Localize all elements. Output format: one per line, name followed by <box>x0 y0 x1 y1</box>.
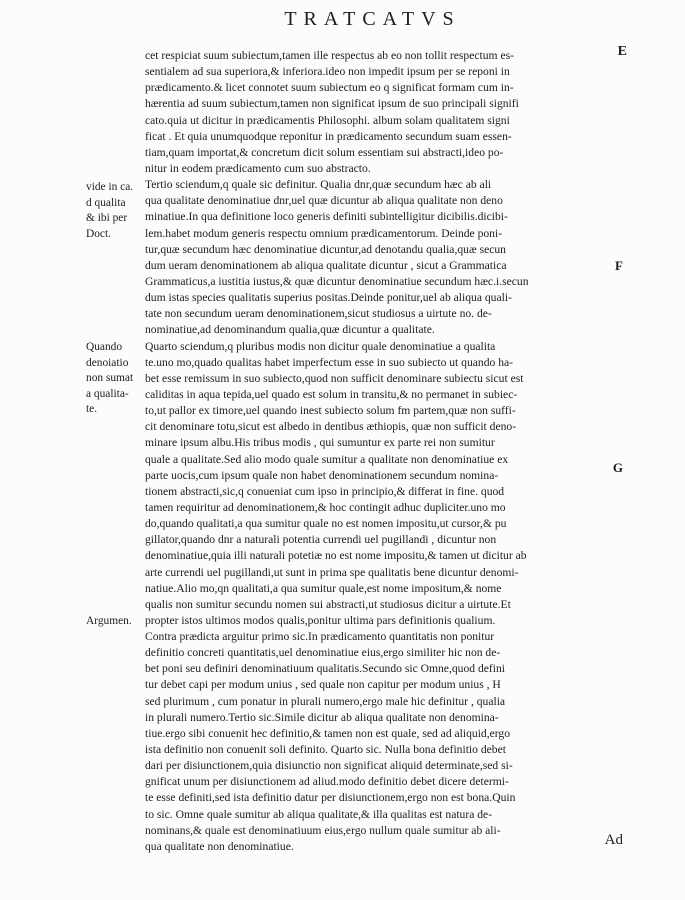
text-line: dari per disiunctionem,quia disiunctio non significat aliquid determinate,sed si- <box>145 759 513 773</box>
text-line: to,ut pallor ex timore,uel quando inest subiecto solum fm partem,quæ non suffi- <box>145 404 516 418</box>
side-letter-g: G <box>612 460 623 475</box>
margin-note-line: d qualita <box>86 196 126 209</box>
text-line: parte uocis,cum ipsum quale non habet denominationem secundum nomina- <box>145 468 499 482</box>
text-line: qualis non sumitur secundu nomen sui abstracti,ut studiosus dicitur a uirtute.Et <box>145 597 511 611</box>
text-line: Quarto sciendum,q pluribus modis non dicitur quale denominatiue a qualita <box>145 339 496 353</box>
text-line: sentialem ad sua superiora,& inferiora.ideo non impedit ipsum per se reponi in <box>145 65 510 79</box>
text-line: propter istos ultimos modos qualis,ponitur ultima pars definitionis qualium. <box>145 613 496 627</box>
text-line: quale a qualitate.Sed alio modo quale sumitur a qualitate non denominatiue ex <box>145 452 509 466</box>
page-header-title: TRATCATVS <box>284 8 461 30</box>
margin-note-line: Quando <box>86 341 123 353</box>
text-line: hærentia ad suum subiectum,tamen non significat ipsum de suo principali signifi <box>145 97 519 111</box>
text-line: dum istas species qualitatis superius positas.Deinde ponitur,uel ab aliqua quali- <box>145 291 512 305</box>
text-line: bet esse remissum in suo subiecto,quod non sufficit denominare subiectu sicut est <box>145 371 524 385</box>
text-line: Grammaticus,a iustitia iustus,& quæ dicuntur denominatiue secundum hæc.i.secun <box>145 274 529 288</box>
text-line: do,quando qualitati,a qua sumitur quale no est nomen impositu,ut cursor,& pu <box>145 517 507 531</box>
text-line: to sic. Omne quale sumitur ab aliqua qualitate,& illa qualitas est natura de- <box>145 807 493 821</box>
text-line: ista definitio non conuenit soli definito. Quarto sic. Nulla bona definitio debet <box>145 743 506 757</box>
text-line: ficat . Et quia unumquodque reponitur in prædicamento secundum suam essen- <box>145 129 512 143</box>
text-line: cit denominare totu,sicut est albedo in dentibus æthiopis, quæ non sufficit deno- <box>145 420 517 434</box>
text-line: tate non secundum ueram denominationem,sicut studiosus a uirtute no. de- <box>145 307 492 321</box>
margin-note-argumen <box>86 614 146 630</box>
text-line: arte currendi uel pugillandi,ut sunt in prima spe qualitatis bene dicuntur denomi- <box>145 565 519 579</box>
margin-note-line: Argumen. <box>86 615 132 627</box>
text-line: caliditas in aqua tepida,uel quado est solum in transitu,& no permanet in subiec- <box>145 387 518 401</box>
margin-note-line: non sumat <box>86 372 134 384</box>
text-line: dum ueram denominationem ab aliqua qualitate dicuntur , sicut a Grammatica <box>145 258 507 272</box>
text-line: nominatiue,ad denominandum qualia,quæ dicuntur a qualitate. <box>145 323 435 337</box>
text-line: minatiue.In qua definitione loco generis definiti subintelligitur dicibilis.dicibi- <box>145 210 508 224</box>
margin-note-line: & ibi per <box>86 212 128 224</box>
text-line: qua qualitate non denominatiue. <box>145 839 294 853</box>
margin-note-vide <box>86 180 146 242</box>
text-line: tur debet capi per modum unius , sed quale non capitur per modum unius , H <box>145 678 501 692</box>
text-line: tiue.ergo sibi conuenit hec definitio,& tamen non est quale, sed ad aliquid,ergo <box>145 726 511 740</box>
text-line: qua qualitate denominatiue dnr,uel quæ dicuntur ab aliqua qualitate non deno <box>145 194 503 208</box>
text-line: te esse definiti,sed ista definitio datur per disiunctionem,ergo non est bona.Quin <box>145 791 516 805</box>
catchword: Ad <box>604 832 623 848</box>
text-line: tionem abstracti,sic,q conueniat cum ipso in principio,& differat in fine. quod <box>145 484 505 498</box>
text-line: cet respiciat suum subiectum,tamen ille respectus ab eo non tollit respectum es- <box>145 49 514 62</box>
text-line: natiue.Alio mo,qn qualitati,a qua sumitur quale,est nome impositum,& nome <box>145 581 502 595</box>
text-line: Tertio sciendum,q quale sic definitur. Qualia dnr,quæ secundum hæc ab ali <box>145 178 492 192</box>
margin-note-line: te. <box>86 403 98 415</box>
text-line: prædicamento.& licet connotet suum subiectum eo q significat formam cum in- <box>145 81 514 95</box>
margin-note-quando <box>86 340 146 418</box>
text-line: tamen requiritur ad denominationem,& hoc contingit adhuc dupliciter.uno mo <box>145 500 506 514</box>
text-line: nitur in eodem prædicamento cum suo abstracto. <box>145 161 371 175</box>
corner-mark: E <box>617 44 627 59</box>
margin-note-line: Doct. <box>86 227 111 240</box>
text-line: sed plurimum , cum ponatur in plurali numero,ergo male hic definitur , qualia <box>145 694 506 708</box>
text-line: gnificat unum per disiunctionem ad aliud.modo definitio debet dicere determi- <box>145 775 509 789</box>
text-line: bet poni seu definiri denominatiuum qualitatis.Secundo sic Omne,quod defini <box>145 662 505 676</box>
text-line: te.uno mo,quado qualitas habet imperfectum esse in suo subiecto ut quando ha- <box>145 355 514 369</box>
text-line: gillator,quando dnr a naturali potentia currendi uel pugillandi , dicuntur non <box>145 533 497 547</box>
text-line: Contra prædicta arguitur primo sic.In prædicamento quantitatis non ponitur <box>145 630 495 644</box>
text-line: lem.habet modum generis respectu omnium prædicamentorum. Deinde poni- <box>145 226 503 240</box>
margin-note-line: denoiatio <box>86 356 129 369</box>
text-line: tiam,quam importat,& concretum dicit solum essentiam sui abstracti,ideo po- <box>145 145 504 159</box>
text-line: in plurali numero.Tertio sic.Simile dicitur ab aliqua qualitate non denomina- <box>145 710 499 724</box>
main-text-block <box>145 48 615 855</box>
text-line: nominans,& quale est denominatiuum eius,ergo nullum quale sumitur ab ali- <box>145 823 501 837</box>
text-line: cato.quia ut dicitur in prædicamentis Philosophi. album solam qualitatem signi <box>145 113 510 127</box>
text-line: tur,quæ secundum hæc denominatiue dicuntur,ad denotandu qualia,quæ secun <box>145 242 506 256</box>
margin-note-line: vide in ca. <box>86 181 134 193</box>
text-line: definitio concreti quantitatis,uel denominatiue eius,ergo similiter hic non de- <box>145 646 501 660</box>
margin-note-line: a qualita- <box>86 387 129 400</box>
text-line: minare ipsum albu.His tribus modis , qui sumuntur ex parte rei non sumitur <box>145 436 495 450</box>
text-line: denominatiue,quia illi naturali potetiæ no est nome impositu,& tamen ut dicitur ab <box>145 549 527 563</box>
side-letter-f: F <box>615 258 623 273</box>
